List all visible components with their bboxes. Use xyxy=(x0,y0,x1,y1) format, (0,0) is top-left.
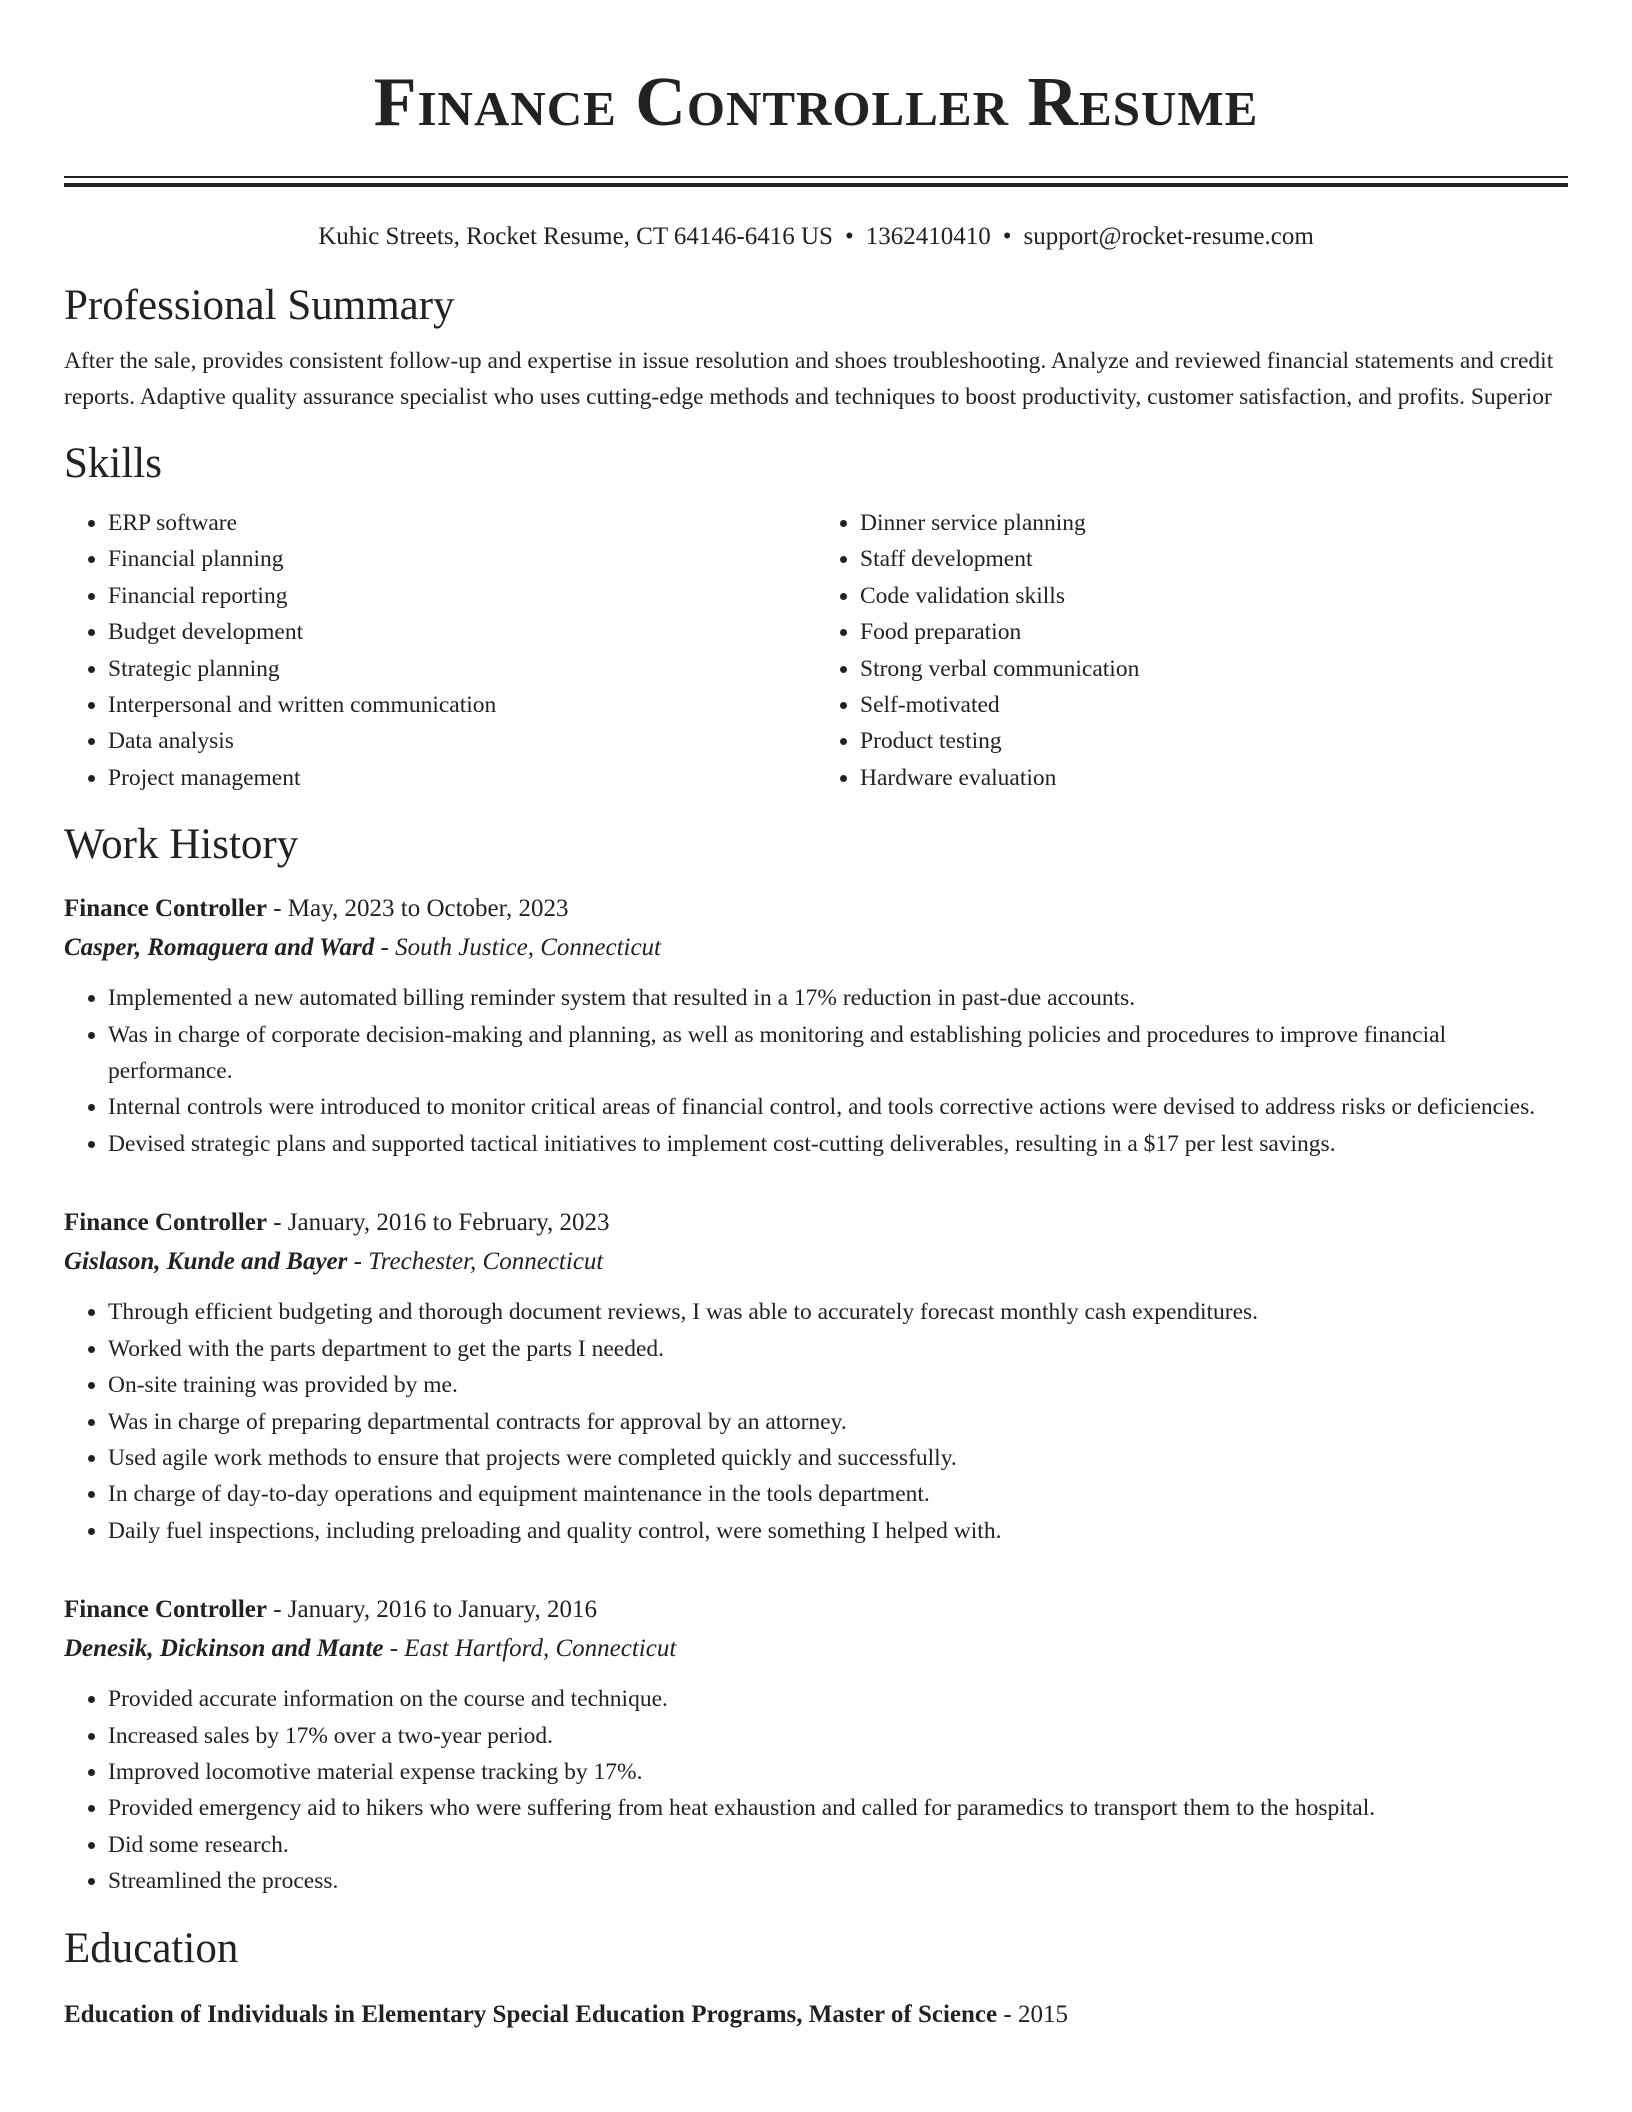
summary-text: After the sale, provides consistent follow-up and expertise in issue resolution and shoes troubleshooting. Analyze and reviewed financial statements and credit reports. Adaptive quality assurance specialist who uses cutting-edge methods and techniques to boost productivity, customer satisfaction, and profits. Superior xyxy=(64,348,1554,410)
job-bullet: • Implemented a new automated billing reminder system that resulted in a 17% reduction in past-due accounts. xyxy=(108,980,1568,1016)
work-history-section xyxy=(64,818,1568,1899)
education-section xyxy=(64,1922,1568,2034)
job-location: - Trechester, Connecticut xyxy=(347,1248,604,1276)
job-entry xyxy=(64,1204,1568,1549)
job-bullet: • Increased sales by 17% over a two-year period. xyxy=(108,1718,1568,1754)
title-divider-top xyxy=(64,176,1568,178)
job-company-line xyxy=(64,1242,1568,1282)
job-bullets xyxy=(64,1681,1568,1899)
title-divider-bottom xyxy=(64,183,1568,187)
education-entry xyxy=(64,1996,1568,2034)
skill-item: • Budget development xyxy=(108,614,816,650)
job-company-line xyxy=(64,1629,1568,1669)
skill-item: • Hardware evaluation xyxy=(860,760,1568,796)
job-role: Finance Controller xyxy=(64,1596,267,1624)
skills-heading: Skills xyxy=(64,440,162,487)
skill-item: • ERP software xyxy=(108,505,816,541)
contact-line xyxy=(64,221,1568,253)
contact-email: support@rocket-resume.com xyxy=(1023,223,1314,250)
job-bullet: • Provided emergency aid to hikers who were suffering from heat exhaustion and called for paramedics to transport them to the hospital. xyxy=(108,1790,1568,1826)
skill-item: • Code validation skills xyxy=(860,578,1568,614)
job-bullet: • Through efficient budgeting and thorough document reviews, I was able to accurately forecast monthly cash expenditures. xyxy=(108,1294,1568,1330)
job-header xyxy=(64,1591,1568,1629)
skills-list-right xyxy=(816,505,1568,796)
job-bullet: • Devised strategic plans and supported tactical initiatives to implement cost-cutting deliverables, resulting in a $17 per lest savings. xyxy=(108,1126,1568,1162)
job-dates: - May, 2023 to October, 2023 xyxy=(266,895,569,923)
skill-item: • Financial planning xyxy=(108,541,816,577)
education-degree: Education of Individuals in Elementary Special Education Programs, Master of Science xyxy=(64,2000,998,2028)
job-company-line xyxy=(64,928,1568,968)
summary-heading: Professional Summary xyxy=(64,282,455,329)
skill-item: • Strong verbal communication xyxy=(860,651,1568,687)
job-bullet: • Did some research. xyxy=(108,1827,1568,1863)
job-bullet: • Worked with the parts department to get the parts I needed. xyxy=(108,1331,1568,1367)
skills-section xyxy=(64,437,1568,796)
job-bullet: • In charge of day-to-day operations and equipment maintenance in the tools department. xyxy=(108,1476,1568,1512)
contact-separator: • xyxy=(844,223,854,250)
skill-item: • Project management xyxy=(108,760,816,796)
job-company: Gislason, Kunde and Bayer xyxy=(64,1248,348,1276)
job-bullet: • Internal controls were introduced to monitor critical areas of financial control, and tools corrective actions were devised to address risks or deficiencies. xyxy=(108,1089,1568,1125)
job-bullet: • Provided accurate information on the course and technique. xyxy=(108,1681,1568,1717)
summary-section xyxy=(64,279,1568,415)
skill-item: • Dinner service planning xyxy=(860,505,1568,541)
skill-item: • Staff development xyxy=(860,541,1568,577)
job-dates: - January, 2016 to January, 2016 xyxy=(266,1596,598,1624)
job-location: - East Hartford, Connecticut xyxy=(383,1635,677,1663)
job-entry xyxy=(64,890,1568,1162)
skill-item: • Interpersonal and written communication xyxy=(108,687,816,723)
resume-title: Finance Controller Resume xyxy=(373,64,1259,141)
skill-item: • Food preparation xyxy=(860,614,1568,650)
job-dates: - January, 2016 to February, 2023 xyxy=(266,1209,610,1237)
contact-address: Kuhic Streets, Rocket Resume, CT 64146-6416 US xyxy=(318,223,833,250)
job-bullet: • Improved locomotive material expense tracking by 17%. xyxy=(108,1754,1568,1790)
contact-phone: 1362410410 xyxy=(865,223,991,250)
skill-item: • Product testing xyxy=(860,723,1568,759)
job-bullet: • On-site training was provided by me. xyxy=(108,1367,1568,1403)
job-bullets xyxy=(64,1294,1568,1549)
job-bullet: • Streamlined the process. xyxy=(108,1863,1568,1899)
job-header xyxy=(64,1204,1568,1242)
job-entry xyxy=(64,1591,1568,1899)
job-location: - South Justice, Connecticut xyxy=(374,934,661,962)
job-bullets xyxy=(64,980,1568,1162)
work-history-heading: Work History xyxy=(64,821,299,869)
education-year: - 2015 xyxy=(997,2000,1068,2028)
skill-item: • Strategic planning xyxy=(108,651,816,687)
job-company: Denesik, Dickinson and Mante xyxy=(64,1635,384,1663)
job-bullet: • Was in charge of preparing departmental contracts for approval by an attorney. xyxy=(108,1404,1568,1440)
skill-item: • Self-motivated xyxy=(860,687,1568,723)
education-heading: Education xyxy=(64,1924,239,1972)
job-role: Finance Controller xyxy=(64,1209,267,1237)
job-role: Finance Controller xyxy=(64,895,267,923)
job-company: Casper, Romaguera and Ward xyxy=(64,934,375,962)
contact-separator: • xyxy=(1002,223,1012,250)
job-bullet: • Used agile work methods to ensure that projects were completed quickly and successfully. xyxy=(108,1440,1568,1476)
job-bullet: • Daily fuel inspections, including preloading and quality control, were something I helped with. xyxy=(108,1513,1568,1549)
skill-item: • Data analysis xyxy=(108,723,816,759)
skills-list-left xyxy=(64,505,816,796)
job-header xyxy=(64,890,1568,928)
job-bullet: • Was in charge of corporate decision-making and planning, as well as monitoring and establishing policies and procedures to improve financial performance. xyxy=(108,1017,1568,1090)
skills-columns xyxy=(64,505,1568,796)
skill-item: • Financial reporting xyxy=(108,578,816,614)
